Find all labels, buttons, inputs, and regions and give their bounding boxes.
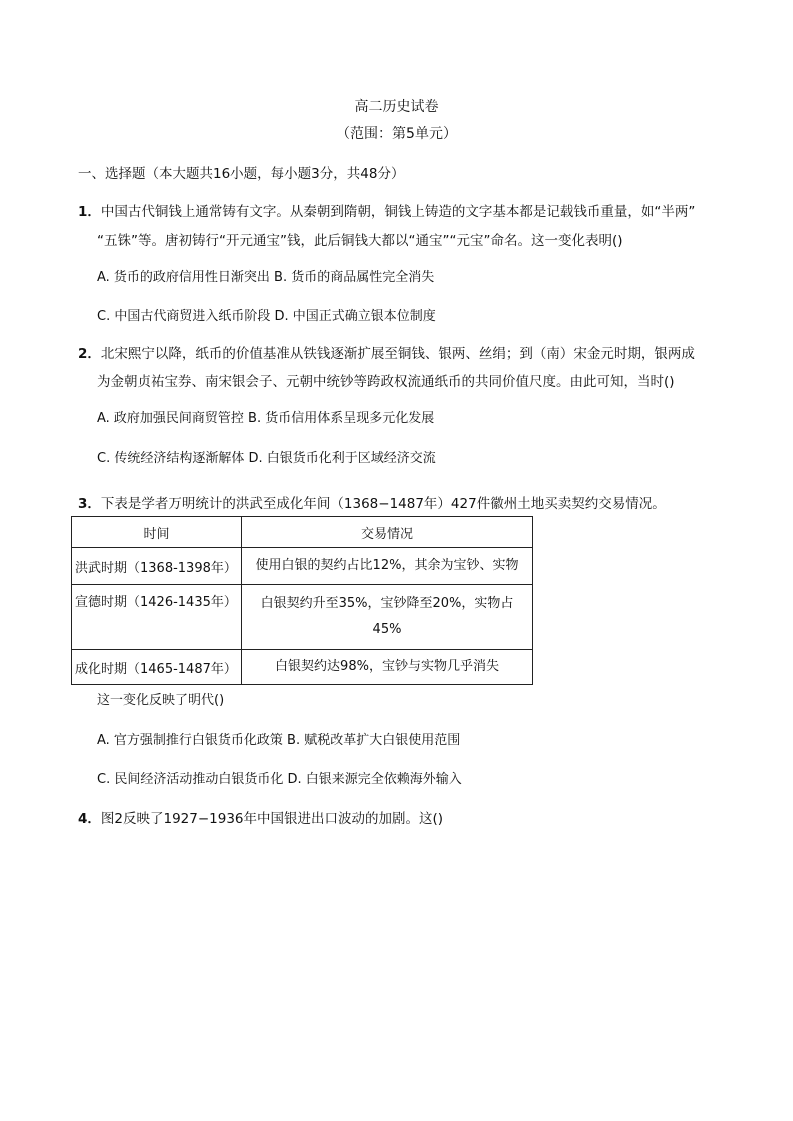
table-row bbox=[72, 585, 533, 650]
table-header-info: 交易情况 bbox=[242, 517, 533, 548]
table-row bbox=[72, 548, 533, 585]
page-subtitle: （范围：第5单元） bbox=[336, 126, 457, 142]
question-3-options-cd: C. 民间经济活动推动白银货币化 D. 白银来源完全依赖海外输入 bbox=[97, 772, 462, 787]
question-text: 图2反映了1927−1936年中国银进出口波动的加剧。这() bbox=[100, 811, 444, 827]
question-1-options-cd: C. 中国古代商贸进入纸币阶段 D. 中国正式确立银本位制度 bbox=[97, 309, 436, 324]
question-text: 北宋熙宁以降，纸币的价值基准从铁钱逐渐扩展至铜钱、银两、丝绢；到（南）宋金元时期，银两成 bbox=[100, 346, 695, 362]
table-cell-info bbox=[242, 650, 533, 685]
question-number: 1． bbox=[78, 204, 101, 220]
question-2-options-cd: C. 传统经济结构逐渐解体 D. 白银货币化利于区域经济交流 bbox=[97, 451, 436, 466]
table-cell-info-line: 45% bbox=[372, 622, 402, 637]
question-number: 2． bbox=[78, 346, 101, 362]
question-3-prompt: 这一变化反映了明代() bbox=[97, 693, 225, 708]
question-2-line-1 bbox=[78, 342, 695, 362]
question-1-line-1 bbox=[78, 200, 695, 220]
question-1-line-2: “五铢”等。唐初铸行“开元通宝”钱，此后铜钱大都以“通宝”“元宝”命名。这一变化表明() bbox=[97, 233, 623, 249]
question-1-options-ab: A. 货币的政府信用性日渐突出 B. 货币的商品属性完全消失 bbox=[97, 270, 435, 285]
table-header-row bbox=[72, 517, 533, 548]
question-3-intro bbox=[78, 492, 666, 512]
question-2-line-2: 为金朝贞祐宝券、南宋银会子、元朝中统钞等跨政权流通纸币的共同价值尺度。由此可知，当时() bbox=[97, 374, 675, 390]
table-cell-period: 宣德时期（1426-1435年） bbox=[72, 585, 242, 650]
table-row bbox=[72, 650, 533, 685]
question-text: 下表是学者万明统计的洪武至成化年间（1368−1487年）427件徽州土地买卖契约交易情况。 bbox=[100, 496, 666, 512]
contract-table bbox=[71, 516, 533, 685]
question-3-options-ab: A. 官方强制推行白银货币化政策 B. 赋税改革扩大白银使用范围 bbox=[97, 733, 461, 748]
table-cell-info bbox=[242, 548, 533, 585]
table-cell-period: 成化时期（1465-1487年） bbox=[72, 650, 242, 685]
table-cell-info-line: 白银契约升至35%，宝钞降至20%，实物占 bbox=[260, 596, 514, 611]
question-2-options-ab: A. 政府加强民间商贸管控 B. 货币信用体系呈现多元化发展 bbox=[97, 411, 435, 426]
table-cell-period: 洪武时期（1368-1398年） bbox=[72, 548, 242, 585]
table-header-period: 时间 bbox=[72, 517, 242, 548]
question-number: 4． bbox=[78, 811, 101, 827]
section-heading: 一、选择题（本大题共16小题，每小题3分，共48分） bbox=[78, 166, 405, 182]
page-title: 高二历史试卷 bbox=[354, 99, 439, 115]
question-text: 中国古代铜钱上通常铸有文字。从秦朝到隋朝，铜钱上铸造的文字基本都是记载钱币重量，如“半两” bbox=[100, 204, 696, 220]
table-cell-info-line: 使用白银的契约占比12%，其余为宝钞、实物 bbox=[255, 558, 519, 573]
question-4-line-1 bbox=[78, 807, 443, 827]
table-cell-info bbox=[242, 585, 533, 650]
question-number: 3． bbox=[78, 496, 101, 512]
table-cell-info-line: 白银契约达98%，宝钞与实物几乎消失 bbox=[275, 659, 499, 674]
